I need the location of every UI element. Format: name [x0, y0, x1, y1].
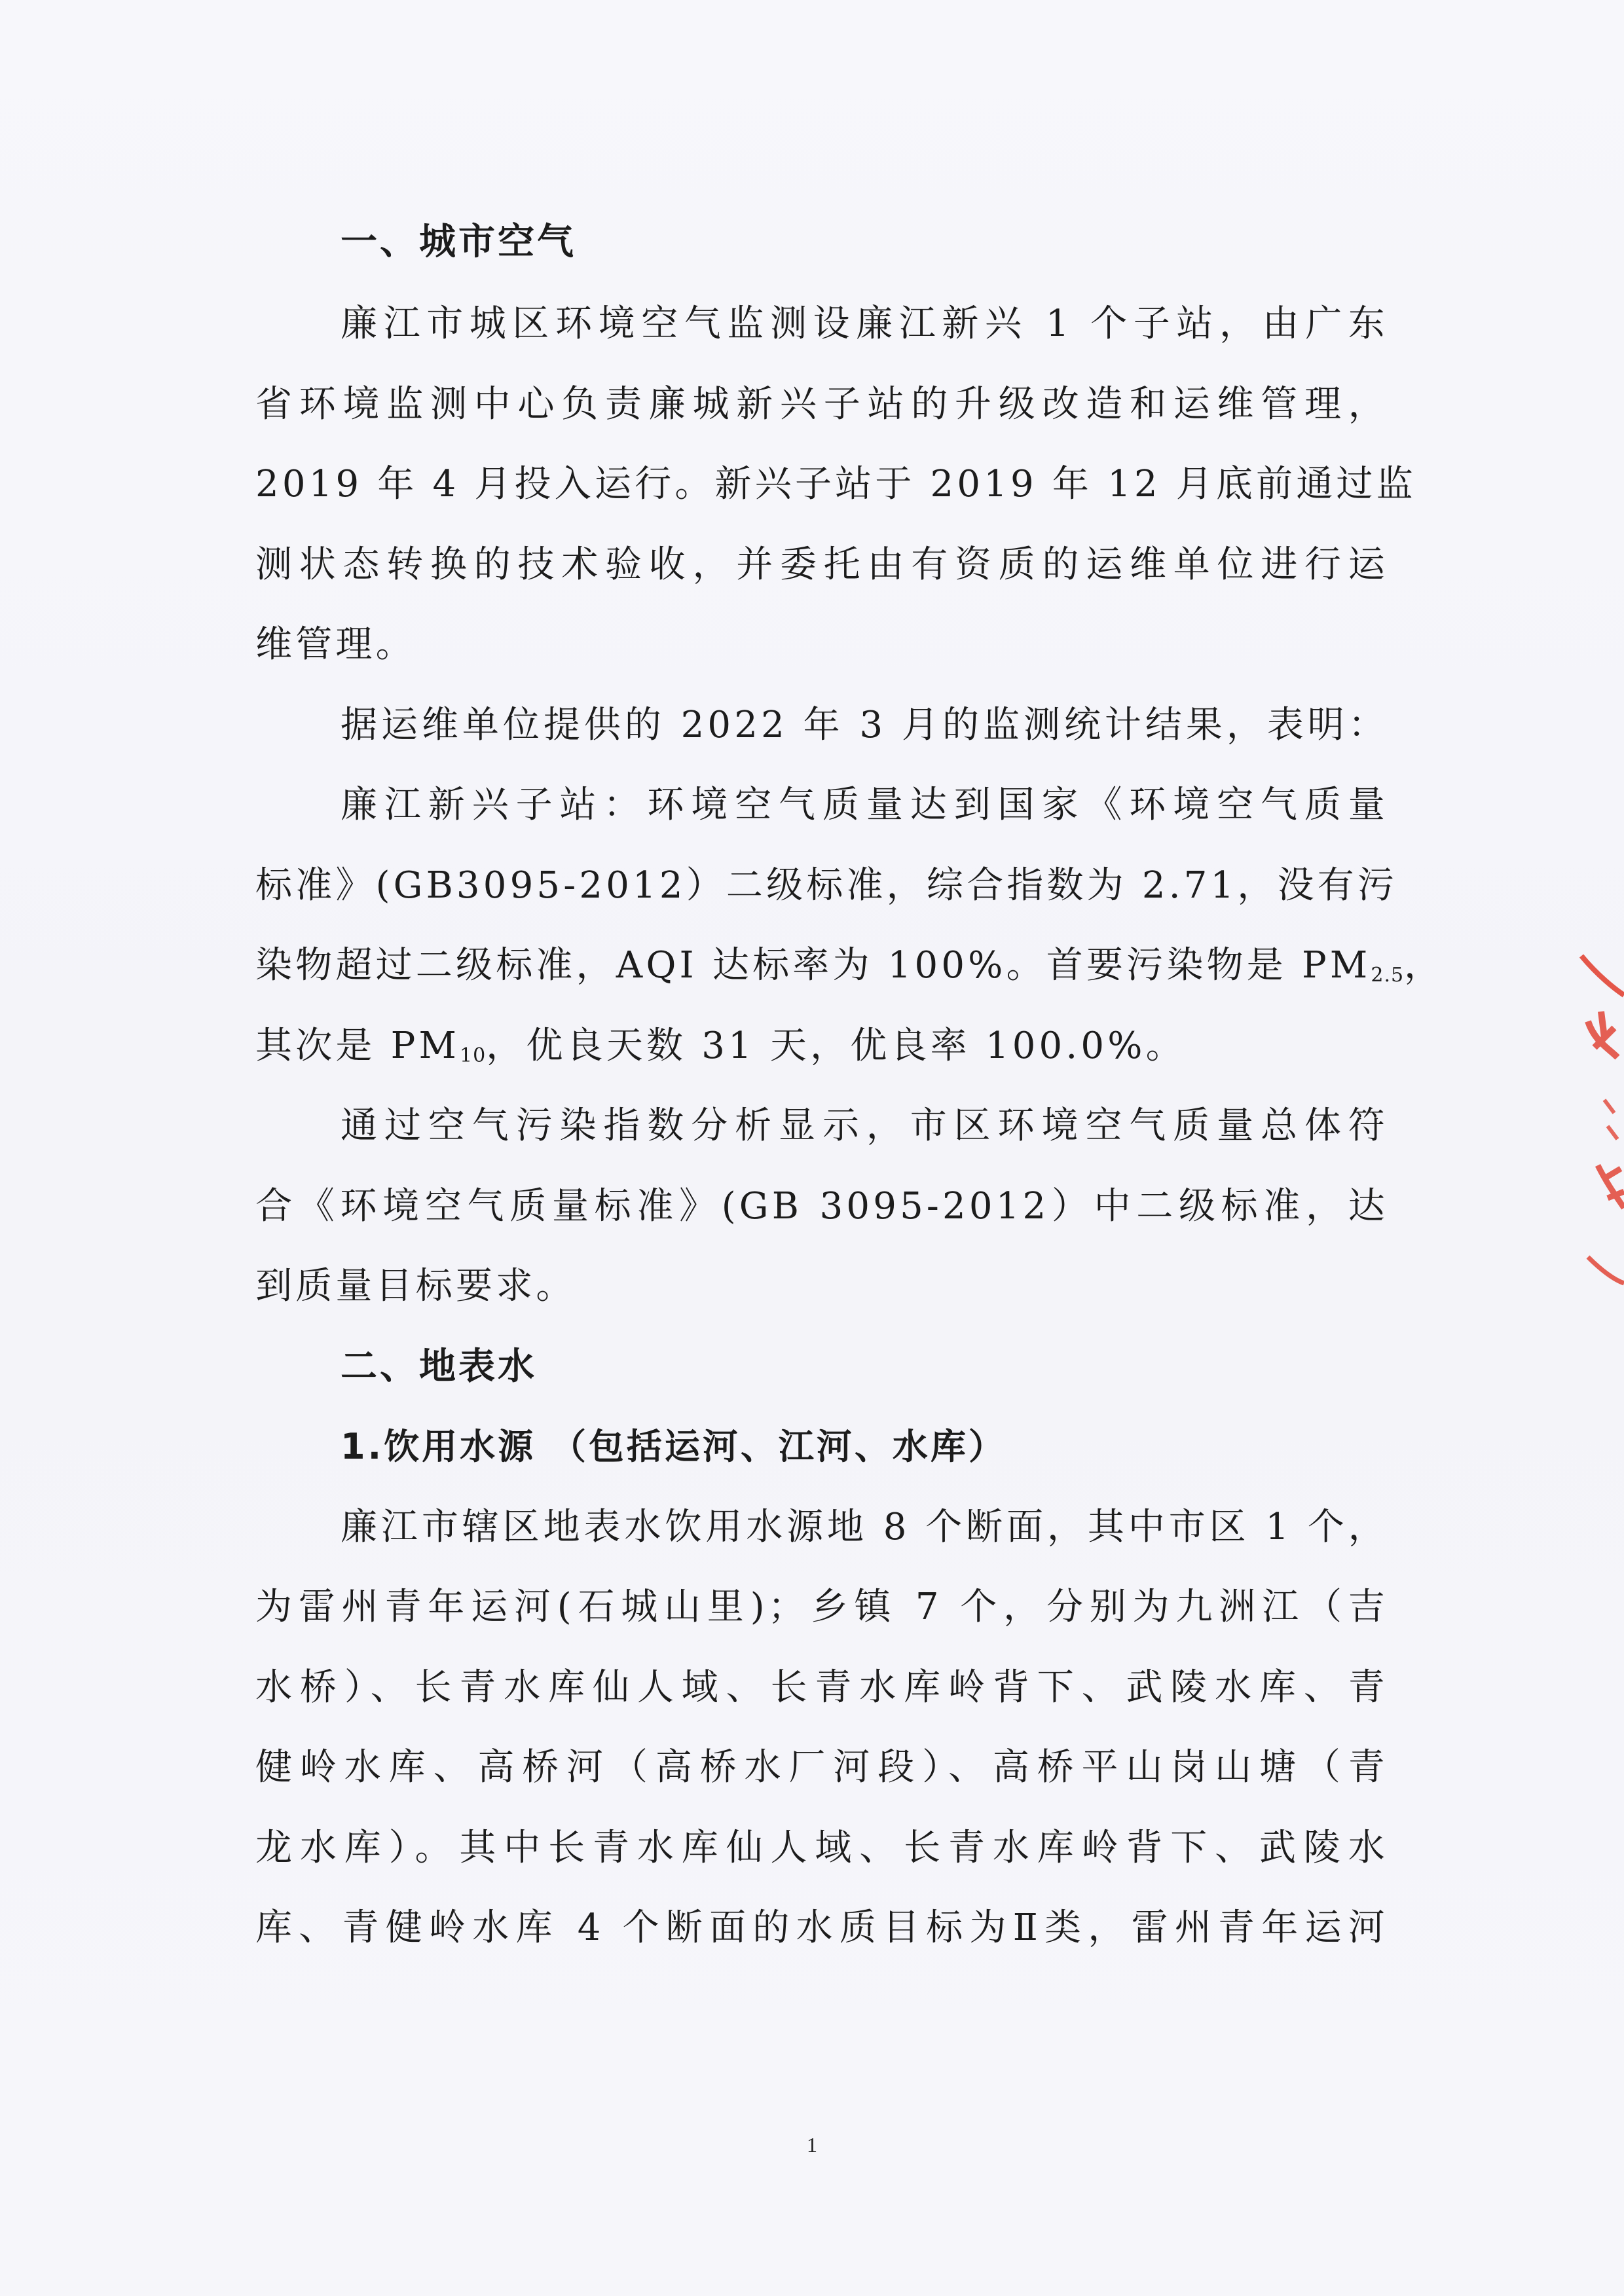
paragraph-line: 水桥）、长青水库仙人域、长青水库岭背下、武陵水库、青 — [255, 1666, 1388, 1709]
page-number: 1 — [807, 2133, 817, 2157]
seal-stamp-icon — [1568, 949, 1624, 1290]
paragraph-line: 廉江市辖区地表水饮用水源地 8 个断面，其中市区 1 个， — [341, 1506, 1388, 1548]
section-heading-surface-water: 二、地表水 — [341, 1345, 537, 1388]
paragraph-line: 测状态转换的技术验收，并委托由有资质的运维单位进行运 — [255, 543, 1388, 586]
paragraph-line: 廉江新兴子站：环境空气质量达到国家《环境空气质量 — [341, 784, 1388, 826]
paragraph-line: 健岭水库、高桥河（高桥水厂河段）、高桥平山岗山塘（青 — [255, 1746, 1388, 1789]
section-heading-city-air: 一、城市空气 — [341, 221, 576, 263]
paragraph-line: 库、青健岭水库 4 个断面的水质目标为Ⅱ类，雷州青年运河 — [255, 1906, 1388, 1949]
paragraph-line-pm10 — [255, 1020, 1186, 1072]
paragraph-text: 其次是 PM — [255, 1025, 460, 1067]
paragraph-line: 龙水库）。其中长青水库仙人域、长青水库岭背下、武陵水 — [255, 1827, 1388, 1869]
paragraph-text: ， — [1404, 944, 1445, 987]
paragraph-line: 2019 年 4 月投入运行。新兴子站于 2019 年 12 月底前通过监 — [255, 463, 1416, 505]
paragraph-text: ，优良天数 31 天，优良率 100.0%。 — [486, 1025, 1186, 1067]
paragraph-text: 染物超过二级标准，AQI 达标率为 100%。首要污染物是 PM — [255, 944, 1371, 987]
subscript-pm10: 10 — [460, 1044, 487, 1067]
paragraph-line: 省环境监测中心负责廉城新兴子站的升级改造和运维管理， — [255, 383, 1388, 426]
paragraph-line: 为雷州青年运河(石城山里)；乡镇 7 个，分别为九洲江（吉 — [255, 1586, 1388, 1628]
paragraph-line-pm25 — [255, 939, 1445, 992]
paragraph-line: 廉江市城区环境空气监测设廉江新兴 1 个子站，由广东 — [341, 302, 1388, 345]
paragraph-line: 维管理。 — [255, 623, 416, 666]
subsection-heading-drinking-water: 1.饮用水源 （包括运河、江河、水库） — [341, 1426, 1006, 1467]
subscript-pm25: 2.5 — [1371, 964, 1405, 987]
paragraph-line: 合《环境空气质量标准》(GB 3095-2012）中二级标准，达 — [255, 1185, 1388, 1228]
paragraph-line: 到质量目标要求。 — [255, 1265, 576, 1307]
paragraph-line: 标准》(GB3095-2012）二级标准，综合指数为 2.71，没有污 — [255, 864, 1398, 907]
paragraph-line: 据运维单位提供的 2022 年 3 月的监测统计结果，表明： — [341, 704, 1388, 746]
paragraph-line: 通过空气污染指数分析显示，市区环境空气质量总体符 — [341, 1104, 1388, 1147]
